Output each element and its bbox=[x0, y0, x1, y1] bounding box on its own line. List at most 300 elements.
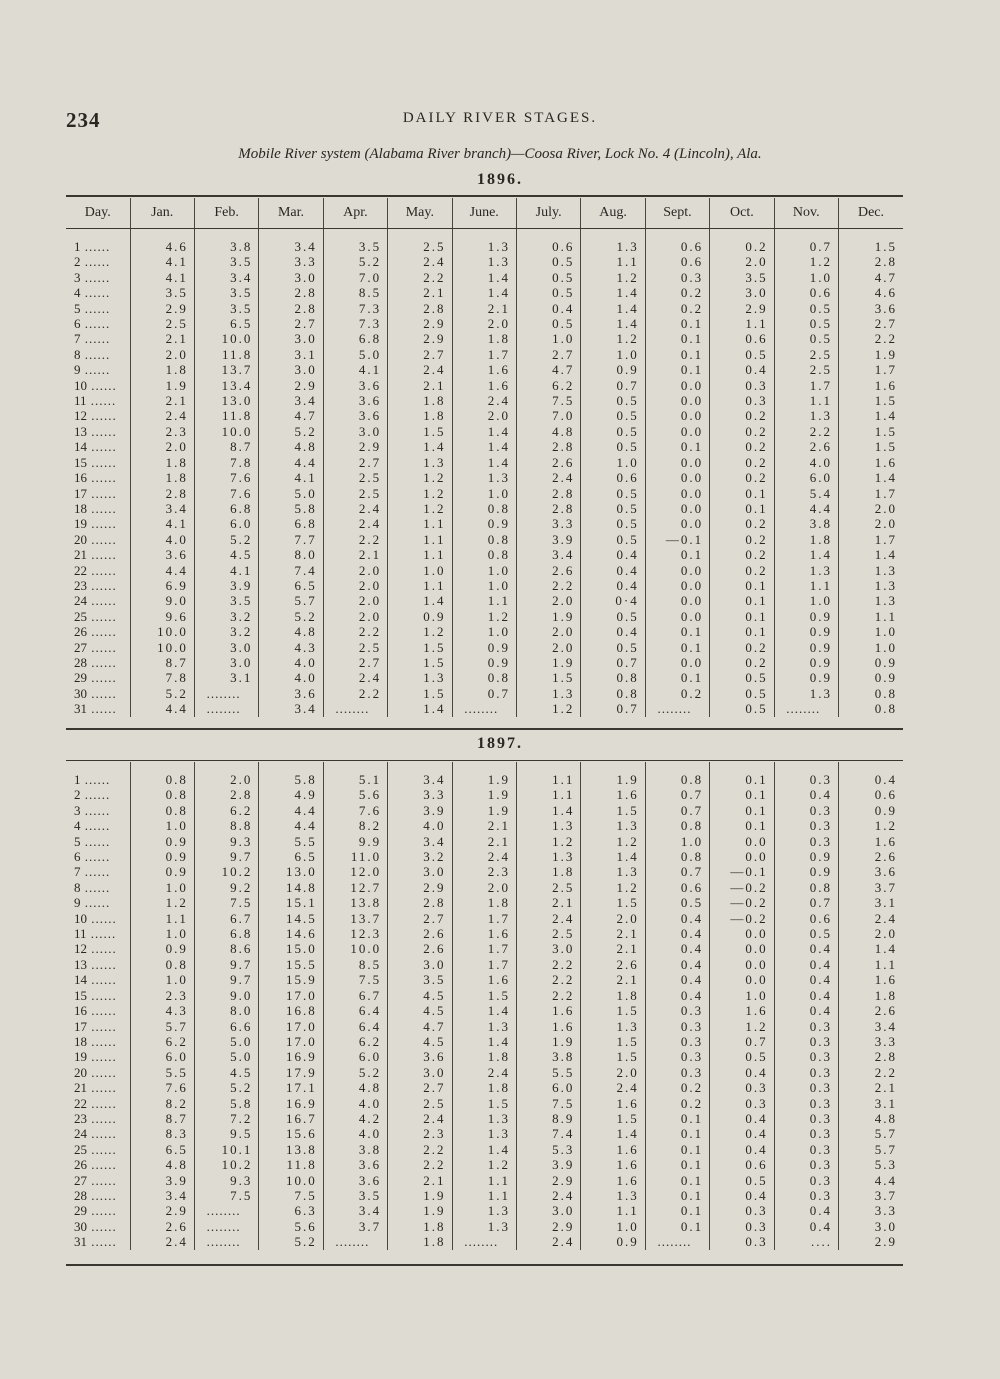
stage-value: 1.7 bbox=[452, 347, 516, 362]
stage-value: 0.0 bbox=[645, 655, 709, 670]
stage-value: 1.8 bbox=[452, 331, 516, 346]
stage-value: 4.1 bbox=[259, 470, 323, 485]
stage-value: 0.9 bbox=[130, 849, 194, 864]
column-header-month: Aug. bbox=[581, 198, 645, 229]
stage-value: 1.8 bbox=[774, 532, 838, 547]
stage-value: 11.8 bbox=[194, 347, 258, 362]
stage-value: 1.6 bbox=[838, 378, 903, 393]
stage-value: 1.4 bbox=[838, 470, 903, 485]
stage-value: 3.6 bbox=[838, 301, 903, 316]
stage-value: 2.0 bbox=[581, 1065, 645, 1080]
stage-value: 3.4 bbox=[130, 501, 194, 516]
day-number: 6 ...... bbox=[66, 316, 130, 331]
stage-value: 0.3 bbox=[645, 1049, 709, 1064]
stage-value: 5.7 bbox=[838, 1142, 903, 1157]
stage-value: 7.6 bbox=[194, 486, 258, 501]
day-number: 6 ...... bbox=[66, 849, 130, 864]
stage-value: 7.6 bbox=[323, 803, 387, 818]
stage-value: 8.5 bbox=[323, 285, 387, 300]
stage-value: 14.6 bbox=[259, 926, 323, 941]
column-header-month: Apr. bbox=[323, 198, 387, 229]
day-number: 27 ...... bbox=[66, 1173, 130, 1188]
stage-value: 2.1 bbox=[452, 301, 516, 316]
stage-value: 0.2 bbox=[710, 470, 774, 485]
stage-value: 0.3 bbox=[710, 378, 774, 393]
stage-value: 17.9 bbox=[259, 1065, 323, 1080]
stage-value: —0.1 bbox=[710, 864, 774, 879]
stage-value: 4.7 bbox=[516, 362, 580, 377]
day-number: 30 ...... bbox=[66, 686, 130, 701]
stage-value: 6.2 bbox=[130, 1034, 194, 1049]
stage-value: 0.8 bbox=[452, 547, 516, 562]
table-row bbox=[66, 362, 903, 377]
table-row bbox=[66, 1080, 903, 1095]
stage-value: 3.0 bbox=[388, 1065, 452, 1080]
table-row bbox=[66, 424, 903, 439]
day-number: 10 ...... bbox=[66, 911, 130, 926]
stage-value: 1.4 bbox=[452, 424, 516, 439]
stage-value: 1.5 bbox=[452, 1096, 516, 1111]
stage-value: 0.2 bbox=[710, 640, 774, 655]
stage-value: 1.6 bbox=[516, 1019, 580, 1034]
stage-value: 0.0 bbox=[645, 424, 709, 439]
stage-value: 11.8 bbox=[194, 408, 258, 423]
stage-value: 7.8 bbox=[194, 455, 258, 470]
stage-value: 0.0 bbox=[710, 834, 774, 849]
stage-value: 2.3 bbox=[130, 424, 194, 439]
day-number: 13 ...... bbox=[66, 424, 130, 439]
stage-value: 6.5 bbox=[130, 1142, 194, 1157]
stage-value: 2.3 bbox=[452, 864, 516, 879]
stage-value: 0.2 bbox=[710, 439, 774, 454]
stage-value: 6.4 bbox=[323, 1019, 387, 1034]
stage-value: 1.3 bbox=[581, 229, 645, 255]
stage-value: 3.6 bbox=[323, 1157, 387, 1172]
stage-value: 4.0 bbox=[259, 655, 323, 670]
stage-value: 2.6 bbox=[388, 926, 452, 941]
stage-value: 7.2 bbox=[194, 1111, 258, 1126]
stage-value: 1.4 bbox=[838, 941, 903, 956]
stage-value: 2.8 bbox=[259, 285, 323, 300]
stage-value: 4.0 bbox=[130, 532, 194, 547]
stage-value: 3.9 bbox=[516, 1157, 580, 1172]
table-row bbox=[66, 762, 903, 787]
stage-value: 1.2 bbox=[516, 701, 580, 716]
stage-value: 9.2 bbox=[194, 880, 258, 895]
stage-value: 13.8 bbox=[323, 895, 387, 910]
stage-value: 2.4 bbox=[323, 516, 387, 531]
stage-value: 0.0 bbox=[710, 926, 774, 941]
stage-value: 1.4 bbox=[452, 1003, 516, 1018]
stage-value: 1.6 bbox=[838, 455, 903, 470]
blank-entry: ........ bbox=[194, 1234, 258, 1249]
day-number: 18 ...... bbox=[66, 501, 130, 516]
stage-value: 2.2 bbox=[774, 424, 838, 439]
stage-value: 1.8 bbox=[838, 988, 903, 1003]
stage-value: 17.1 bbox=[259, 1080, 323, 1095]
table-row bbox=[66, 834, 903, 849]
stage-value: 0.3 bbox=[774, 1111, 838, 1126]
stage-value: 4.5 bbox=[194, 547, 258, 562]
stage-value: 1.8 bbox=[516, 864, 580, 879]
stage-value: 2.6 bbox=[516, 455, 580, 470]
stage-value: 3.8 bbox=[194, 229, 258, 255]
stage-value: 1.2 bbox=[838, 818, 903, 833]
stage-value: 2.4 bbox=[130, 1234, 194, 1249]
stage-value: 3.5 bbox=[194, 285, 258, 300]
table-row bbox=[66, 408, 903, 423]
stage-table-1896 bbox=[66, 198, 903, 717]
stage-value: 0.0 bbox=[645, 501, 709, 516]
stage-value: 0.5 bbox=[774, 331, 838, 346]
stage-value: 4.4 bbox=[130, 701, 194, 716]
stage-value: 0.0 bbox=[645, 609, 709, 624]
stage-value: 7.8 bbox=[130, 670, 194, 685]
stage-value: 0.3 bbox=[774, 762, 838, 787]
day-number: 21 ...... bbox=[66, 1080, 130, 1095]
stage-value: 16.9 bbox=[259, 1096, 323, 1111]
stage-value: 1.6 bbox=[838, 834, 903, 849]
table-row bbox=[66, 347, 903, 362]
stage-value: 1.4 bbox=[581, 849, 645, 864]
stage-value: 1.2 bbox=[581, 270, 645, 285]
stage-value: 4.8 bbox=[838, 1111, 903, 1126]
stage-value: 1.1 bbox=[388, 547, 452, 562]
stage-value: 4.6 bbox=[838, 285, 903, 300]
stage-value: 3.3 bbox=[516, 516, 580, 531]
stage-value: 4.6 bbox=[130, 229, 194, 255]
day-number: 3 ...... bbox=[66, 270, 130, 285]
stage-value: 1.0 bbox=[581, 455, 645, 470]
blank-entry: ........ bbox=[774, 701, 838, 716]
table-row bbox=[66, 864, 903, 879]
stage-value: 0.8 bbox=[130, 762, 194, 787]
stage-value: 7.5 bbox=[259, 1188, 323, 1203]
stage-value: —0.2 bbox=[710, 880, 774, 895]
day-number: 20 ...... bbox=[66, 532, 130, 547]
stage-value: 0.4 bbox=[645, 972, 709, 987]
table-row bbox=[66, 1173, 903, 1188]
stage-value: 1.1 bbox=[581, 254, 645, 269]
table-row bbox=[66, 593, 903, 608]
stage-value: 1.5 bbox=[388, 686, 452, 701]
day-number: 17 ...... bbox=[66, 1019, 130, 1034]
table-row bbox=[66, 254, 903, 269]
stage-value: 3.0 bbox=[194, 655, 258, 670]
stage-value: 0.3 bbox=[645, 1065, 709, 1080]
stage-value: 5.2 bbox=[259, 1234, 323, 1249]
stage-value: 2.0 bbox=[516, 624, 580, 639]
stage-value: 0.4 bbox=[645, 911, 709, 926]
stage-value: 4.5 bbox=[388, 1003, 452, 1018]
stage-value: 2.0 bbox=[130, 439, 194, 454]
day-number: 3 ...... bbox=[66, 803, 130, 818]
stage-value: 0.4 bbox=[645, 926, 709, 941]
stage-value: 4.8 bbox=[130, 1157, 194, 1172]
day-number: 25 ...... bbox=[66, 1142, 130, 1157]
blank-entry: ........ bbox=[323, 1234, 387, 1249]
stage-value: 17.0 bbox=[259, 1019, 323, 1034]
stage-value: 1.3 bbox=[838, 563, 903, 578]
stage-value: 3.8 bbox=[323, 1142, 387, 1157]
stage-value: 1.0 bbox=[645, 834, 709, 849]
stage-value: 2.8 bbox=[388, 301, 452, 316]
stage-value: 0.8 bbox=[645, 849, 709, 864]
table-row bbox=[66, 895, 903, 910]
stage-value: 6.6 bbox=[194, 1019, 258, 1034]
stage-value: 9.0 bbox=[130, 593, 194, 608]
stage-value: 0.1 bbox=[645, 1111, 709, 1126]
stage-value: 0.3 bbox=[774, 1034, 838, 1049]
stage-value: 0.1 bbox=[645, 1157, 709, 1172]
stage-value: 2.4 bbox=[388, 362, 452, 377]
stage-value: 1.1 bbox=[710, 316, 774, 331]
stage-value: 0.1 bbox=[710, 787, 774, 802]
stage-value: 1.1 bbox=[516, 787, 580, 802]
stage-value: 4.8 bbox=[516, 424, 580, 439]
stage-value: 0.6 bbox=[645, 229, 709, 255]
day-number: 23 ...... bbox=[66, 1111, 130, 1126]
stage-value: 2.5 bbox=[130, 316, 194, 331]
stage-value: 1.1 bbox=[388, 516, 452, 531]
stage-value: 0.1 bbox=[645, 670, 709, 685]
stage-value: 0.0 bbox=[645, 486, 709, 501]
stage-value: 1.3 bbox=[581, 1188, 645, 1203]
stage-value: 0.3 bbox=[774, 1065, 838, 1080]
stage-value: 2.9 bbox=[323, 439, 387, 454]
stage-value: 0.6 bbox=[710, 331, 774, 346]
stage-value: 6.8 bbox=[194, 926, 258, 941]
stage-value: 1.9 bbox=[130, 378, 194, 393]
stage-value: 1.5 bbox=[388, 640, 452, 655]
stage-value: 2.9 bbox=[388, 880, 452, 895]
day-number: 2 ...... bbox=[66, 787, 130, 802]
stage-value: 0.9 bbox=[774, 864, 838, 879]
stage-value: 10.0 bbox=[130, 624, 194, 639]
table-row bbox=[66, 270, 903, 285]
stage-value: 2.5 bbox=[388, 229, 452, 255]
day-number: 11 ...... bbox=[66, 926, 130, 941]
table-row bbox=[66, 640, 903, 655]
stage-value: 7.3 bbox=[323, 301, 387, 316]
stage-value: 2.4 bbox=[388, 1111, 452, 1126]
stage-value: 0.7 bbox=[581, 701, 645, 716]
stage-value: 0.1 bbox=[645, 347, 709, 362]
table-row bbox=[66, 803, 903, 818]
stage-value: 5.2 bbox=[259, 609, 323, 624]
table-row bbox=[66, 316, 903, 331]
stage-value: 6.9 bbox=[130, 578, 194, 593]
stage-value: 1.9 bbox=[581, 762, 645, 787]
day-number: 20 ...... bbox=[66, 1065, 130, 1080]
stage-value: 12.7 bbox=[323, 880, 387, 895]
stage-value: 0.2 bbox=[710, 655, 774, 670]
column-header-month: May. bbox=[388, 198, 452, 229]
stage-value: 0.5 bbox=[581, 609, 645, 624]
stage-value: 1.5 bbox=[452, 988, 516, 1003]
stage-value: 1.0 bbox=[130, 880, 194, 895]
stage-value: 0.5 bbox=[581, 532, 645, 547]
stage-value: 2.4 bbox=[838, 911, 903, 926]
stage-value: 1.7 bbox=[452, 911, 516, 926]
stage-value: 5.2 bbox=[130, 686, 194, 701]
stage-value: 1.4 bbox=[388, 701, 452, 716]
stage-value: 2.1 bbox=[581, 972, 645, 987]
section-rule-2 bbox=[66, 760, 903, 761]
blank-entry: ........ bbox=[194, 1219, 258, 1234]
stage-value: 5.0 bbox=[194, 1034, 258, 1049]
stage-value: 0.9 bbox=[130, 864, 194, 879]
table-row bbox=[66, 1203, 903, 1218]
stage-value: 1.5 bbox=[838, 229, 903, 255]
stage-value: 0.3 bbox=[710, 1096, 774, 1111]
stage-value: 1.9 bbox=[516, 609, 580, 624]
stage-value: 2.8 bbox=[194, 787, 258, 802]
stage-value: 1.0 bbox=[130, 818, 194, 833]
stage-value: —0.2 bbox=[710, 895, 774, 910]
stage-value: 15.6 bbox=[259, 1126, 323, 1141]
stage-value: 1.3 bbox=[452, 229, 516, 255]
stage-value: 0.6 bbox=[645, 880, 709, 895]
stage-value: 0.4 bbox=[774, 941, 838, 956]
stage-value: 8.8 bbox=[194, 818, 258, 833]
stage-value: 1.0 bbox=[452, 624, 516, 639]
stage-value: 0.7 bbox=[581, 655, 645, 670]
table-row bbox=[66, 686, 903, 701]
stage-value: 4.8 bbox=[259, 439, 323, 454]
stage-value: 3.5 bbox=[194, 254, 258, 269]
stage-value: 4.0 bbox=[323, 1126, 387, 1141]
stage-value: 1.4 bbox=[388, 439, 452, 454]
stage-value: 10.0 bbox=[194, 424, 258, 439]
stage-value: 0.1 bbox=[710, 578, 774, 593]
stage-value: 1.5 bbox=[838, 393, 903, 408]
stage-value: 3.5 bbox=[323, 229, 387, 255]
day-number: 21 ...... bbox=[66, 547, 130, 562]
stage-value: 0.4 bbox=[516, 301, 580, 316]
stage-value: 3.5 bbox=[710, 270, 774, 285]
stage-value: 0.4 bbox=[774, 1203, 838, 1218]
stage-value: 7.0 bbox=[516, 408, 580, 423]
stage-value: 3.3 bbox=[388, 787, 452, 802]
stage-value: 0.9 bbox=[388, 609, 452, 624]
stage-value: 9.6 bbox=[130, 609, 194, 624]
stage-value: 3.3 bbox=[838, 1203, 903, 1218]
stage-value: 2.1 bbox=[452, 818, 516, 833]
table-row bbox=[66, 1234, 903, 1249]
stage-value: 0.8 bbox=[774, 880, 838, 895]
stage-value: 3.4 bbox=[130, 1188, 194, 1203]
table-row bbox=[66, 1049, 903, 1064]
stage-value: —0.1 bbox=[645, 532, 709, 547]
stage-value: 0.9 bbox=[838, 803, 903, 818]
blank-entry: ........ bbox=[452, 1234, 516, 1249]
stage-value: 0.2 bbox=[645, 285, 709, 300]
stage-value: 3.7 bbox=[323, 1219, 387, 1234]
stage-value: 2.4 bbox=[323, 670, 387, 685]
stage-value: 0.5 bbox=[581, 408, 645, 423]
stage-value: 0.9 bbox=[838, 670, 903, 685]
stage-value: 1.0 bbox=[838, 640, 903, 655]
stage-value: 0.4 bbox=[774, 957, 838, 972]
stage-value: 3.9 bbox=[194, 578, 258, 593]
stage-value: 2.2 bbox=[388, 1142, 452, 1157]
stage-value: 0.1 bbox=[710, 818, 774, 833]
stage-value: 4.5 bbox=[194, 1065, 258, 1080]
stage-value: 1.6 bbox=[516, 1003, 580, 1018]
table-row bbox=[66, 926, 903, 941]
column-header-month: July. bbox=[516, 198, 580, 229]
stage-value: 0.3 bbox=[774, 1096, 838, 1111]
stage-value: 0.1 bbox=[645, 1142, 709, 1157]
table-row bbox=[66, 547, 903, 562]
table-row bbox=[66, 1219, 903, 1234]
stage-value: 1.3 bbox=[452, 1019, 516, 1034]
stage-value: 0.0 bbox=[710, 849, 774, 864]
stage-value: 0.8 bbox=[581, 686, 645, 701]
stage-value: 0.4 bbox=[645, 957, 709, 972]
table-row bbox=[66, 849, 903, 864]
stage-value: 3.4 bbox=[838, 1019, 903, 1034]
stage-value: 6.8 bbox=[323, 331, 387, 346]
table-row bbox=[66, 609, 903, 624]
day-number: 11 ...... bbox=[66, 393, 130, 408]
stage-value: 0.1 bbox=[645, 1126, 709, 1141]
stage-value: 3.4 bbox=[516, 547, 580, 562]
stage-value: 5.6 bbox=[323, 787, 387, 802]
stage-value: 1.5 bbox=[581, 803, 645, 818]
stage-value: 1.0 bbox=[581, 1219, 645, 1234]
stage-value: 4.3 bbox=[130, 1003, 194, 1018]
stage-value: 6.8 bbox=[194, 501, 258, 516]
stage-value: 1.8 bbox=[452, 1080, 516, 1095]
table-row bbox=[66, 1188, 903, 1203]
stage-value: 16.9 bbox=[259, 1049, 323, 1064]
stage-value: 1.6 bbox=[452, 972, 516, 987]
stage-value: 0.8 bbox=[130, 803, 194, 818]
stage-value: 3.4 bbox=[388, 834, 452, 849]
stage-value: 2.0 bbox=[194, 762, 258, 787]
stage-value: 1.8 bbox=[130, 470, 194, 485]
page-number: 234 bbox=[66, 108, 101, 132]
stage-value: 0.3 bbox=[645, 1034, 709, 1049]
stage-value: 15.5 bbox=[259, 957, 323, 972]
stage-value: 0.1 bbox=[645, 1173, 709, 1188]
stage-value: 3.9 bbox=[130, 1173, 194, 1188]
stage-value: 1.1 bbox=[452, 1173, 516, 1188]
stage-value: 1.4 bbox=[516, 803, 580, 818]
stage-value: 0.2 bbox=[645, 1096, 709, 1111]
stage-value: 1.0 bbox=[452, 563, 516, 578]
stage-value: 8.7 bbox=[130, 655, 194, 670]
stage-value: 2.9 bbox=[259, 378, 323, 393]
stage-value: 2.4 bbox=[452, 1065, 516, 1080]
table-row bbox=[66, 941, 903, 956]
stage-value: 4.4 bbox=[838, 1173, 903, 1188]
stage-value: 3.0 bbox=[259, 270, 323, 285]
stage-value: 0.4 bbox=[710, 1111, 774, 1126]
stage-value: 10.2 bbox=[194, 1157, 258, 1172]
stage-value: 2.8 bbox=[516, 501, 580, 516]
day-number: 19 ...... bbox=[66, 516, 130, 531]
blank-entry: ........ bbox=[645, 1234, 709, 1249]
stage-value: 7.7 bbox=[259, 532, 323, 547]
stage-value: 2.1 bbox=[130, 393, 194, 408]
stage-value: 2.6 bbox=[774, 439, 838, 454]
stage-value: 0.1 bbox=[710, 762, 774, 787]
stage-value: 2.6 bbox=[516, 563, 580, 578]
stage-value: 17.0 bbox=[259, 988, 323, 1003]
